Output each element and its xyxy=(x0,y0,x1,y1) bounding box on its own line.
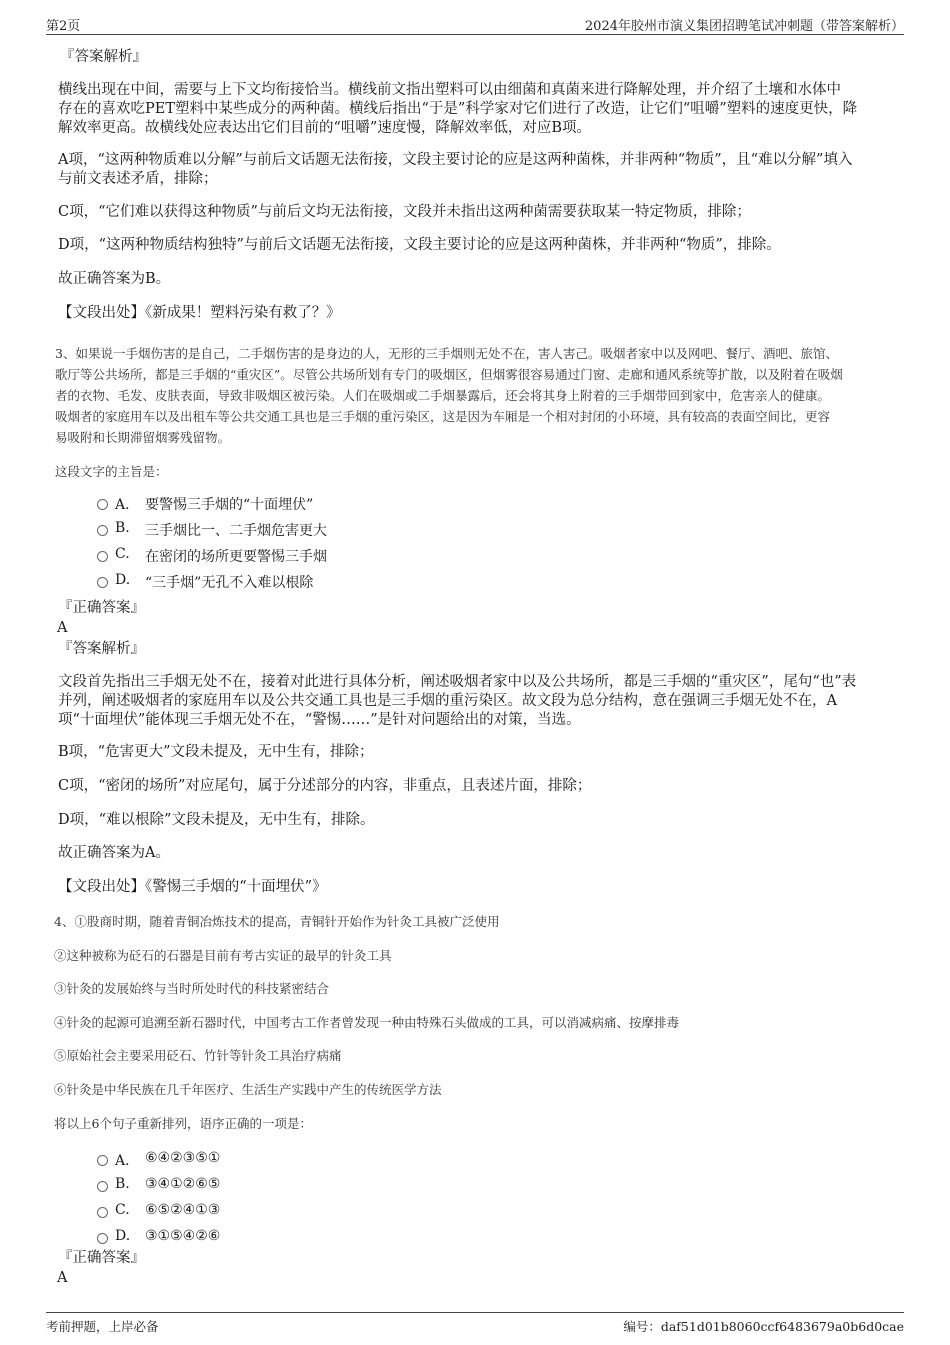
radio-button[interactable] xyxy=(97,551,108,562)
option-text: 要警惕三手烟的“十面埋伏” xyxy=(145,497,314,513)
q2-option-d-analysis: D项，“这两种物质结构独特”与前后文话题无法衔接，文段主要讨论的应是这两种菌株，并非两种“物质”，排除。 xyxy=(58,237,781,253)
q2-option-c-analysis: C项，“它们难以获得这种物质”与前后文均无法衔接，文段并未指出这两种菌需要获取某一特定物质，排除； xyxy=(58,204,751,220)
option-text: ③①⑤④②⑥ xyxy=(145,1228,221,1244)
page-footer xyxy=(46,1312,904,1337)
q3-analysis-line-1: 文段首先指出三手烟无处不在，接着对此进行具体分析，阐述吸烟者家中以及公共场所，都是三手烟的“重灾区”，尾句“也”表 xyxy=(58,674,857,690)
q4-sentence-2: ②这种被称为砭石的石器是目前有考古实证的最早的针灸工具 xyxy=(54,948,392,963)
q4-sentence-1: 4、①股商时期，随着青铜冶炼技术的提高，青铜针开始作为针灸工具被广泛使用 xyxy=(54,914,500,929)
q3-conclusion: 故正确答案为A。 xyxy=(58,845,170,861)
q3-analysis-line-3: 项“十面埋伏”能体现三手烟无处不在，“警惕……”是针对问题给出的对策，当选。 xyxy=(58,712,581,728)
footer-slogan: 考前押题，上岸必备 xyxy=(46,1319,159,1334)
q4-sentence-6: ⑥针灸是中华民族在几千年医疗、生活生产实践中产生的传统医学方法 xyxy=(54,1082,442,1097)
q3-analysis-heading: 『答案解析』 xyxy=(58,641,145,657)
q3-stem-line-1: 3、如果说一手烟伤害的是自己，二手烟伤害的是身边的人，无形的三手烟则无处不在，害人害己。吸烟者家中以及网吧、餐厅、酒吧、旅馆、 xyxy=(55,346,838,361)
q3-analysis-line-2: 并列，阐述吸烟者的家庭用车以及公共交通工具也是三手烟的重污染区。故文段为总分结构，意在强调三手烟无处不在，A xyxy=(58,693,837,709)
q2-analysis-line-2: 存在的喜欢吃PET塑料中某些成分的两种菌。横线后指出“于是”科学家对它们进行了改造，让它们“咀嚼”塑料的速度更快，降 xyxy=(58,101,858,117)
page-number: 第2页 xyxy=(46,19,81,34)
q2-analysis-line-3: 解效率更高。故横线处应表达出它们目前的“咀嚼”速度慢，降解效率低，对应B项。 xyxy=(58,120,591,136)
q4-sentence-5: ⑤原始社会主要采用砭石、竹针等针灸工具治疗病痛 xyxy=(54,1048,342,1063)
q4-sentence-3: ③针灸的发展始终与当时所处时代的科技紧密结合 xyxy=(54,981,330,996)
q3-answer: A xyxy=(57,620,68,636)
q3-prompt: 这段文字的主旨是： xyxy=(55,464,168,479)
radio-button[interactable] xyxy=(97,577,108,588)
radio-button[interactable] xyxy=(97,1155,108,1166)
option-text: ⑥⑤②④①③ xyxy=(145,1202,221,1218)
radio-button[interactable] xyxy=(97,499,108,510)
q4-answer-heading: 『正确答案』 xyxy=(58,1250,145,1266)
q2-analysis-line-1: 横线出现在中间，需要与上下文均衔接恰当。横线前文指出塑料可以由细菌和真菌来进行降解处理，并介绍了土壤和水体中 xyxy=(58,82,841,98)
q4-answer: A xyxy=(57,1270,68,1286)
document-title: 2024年胶州市演义集团招聘笔试冲刺题（带答案解析） xyxy=(584,19,904,34)
radio-button[interactable] xyxy=(97,1207,108,1218)
option-text: ⑥④②③⑤① xyxy=(145,1150,221,1166)
q3-option-d-analysis: D项，“难以根除”文段未提及，无中生有，排除。 xyxy=(58,812,375,828)
q3-stem-line-4: 吸烟者的家庭用车以及出租车等公共交通工具也是三手烟的重污染区，这是因为车厢是一个相对封闭的小环境，具有较高的表面空间比，更容 xyxy=(55,409,831,424)
q3-stem-line-3: 者的衣物、毛发、皮肤表面，导致非吸烟区被污染。人们在吸烟或二手烟暴露后，还会将其身上附着的三手烟带回到家中，危害亲人的健康。 xyxy=(55,388,831,403)
q3-source: 【文段出处】《警惕三手烟的“十面埋伏”》 xyxy=(58,879,327,895)
q4-sentence-4: ④针灸的起源可追溯至新石器时代，中国考古工作者曾发现一种由特殊石头做成的工具，可以消减病痛、按摩排毒 xyxy=(54,1015,680,1030)
option-text: ③④①②⑥⑤ xyxy=(145,1176,221,1192)
option-letter: C. xyxy=(115,546,130,562)
option-text: 在密闭的场所更要警惕三手烟 xyxy=(145,549,327,565)
page-header xyxy=(46,14,904,35)
option-letter: B. xyxy=(115,520,130,536)
option-text: 三手烟比一、二手烟危害更大 xyxy=(145,523,327,539)
q3-stem-line-2: 歌厅等公共场所，都是三手烟的“重灾区”。尽管公共场所划有专门的吸烟区，但烟雾很容易通过门窗、走廊和通风系统等扩散，以及附着在吸烟 xyxy=(55,367,843,382)
option-letter: D. xyxy=(115,1228,131,1244)
option-letter: B. xyxy=(115,1176,130,1192)
option-letter: A． xyxy=(115,1153,140,1169)
option-letter: D. xyxy=(115,572,131,588)
option-text: “三手烟”无孔不入难以根除 xyxy=(145,575,314,591)
radio-button[interactable] xyxy=(97,1233,108,1244)
q2-option-a-analysis-2: 与前文表述矛盾，排除； xyxy=(58,171,218,187)
radio-button[interactable] xyxy=(97,525,108,536)
q3-answer-heading: 『正确答案』 xyxy=(58,600,145,616)
q4-prompt: 将以上6个句子重新排列，语序正确的一项是： xyxy=(54,1116,312,1131)
radio-button[interactable] xyxy=(97,1181,108,1192)
q2-source: 【文段出处】《新成果！塑料污染有救了？》 xyxy=(58,305,341,321)
q2-analysis-heading: 『答案解析』 xyxy=(60,49,147,65)
q3-option-b-analysis: B项，“危害更大”文段未提及，无中生有，排除； xyxy=(58,744,374,760)
option-letter: A． xyxy=(115,497,140,513)
q2-conclusion: 故正确答案为B。 xyxy=(58,271,171,287)
document-code: 编号：daf51d01b8060ccf6483679a0b6d0cae xyxy=(623,1319,904,1334)
q3-option-c-analysis: C项，“密闭的场所”对应尾句，属于分述部分的内容，非重点，且表述片面，排除； xyxy=(58,778,592,794)
option-letter: C. xyxy=(115,1202,130,1218)
q3-stem-line-5: 易吸附和长期滞留烟雾残留物。 xyxy=(55,430,231,445)
q2-option-a-analysis-1: A项，“这两种物质难以分解”与前后文话题无法衔接，文段主要讨论的应是这两种菌株，并非两种“物质”，且“难以分解”填入 xyxy=(58,152,853,168)
